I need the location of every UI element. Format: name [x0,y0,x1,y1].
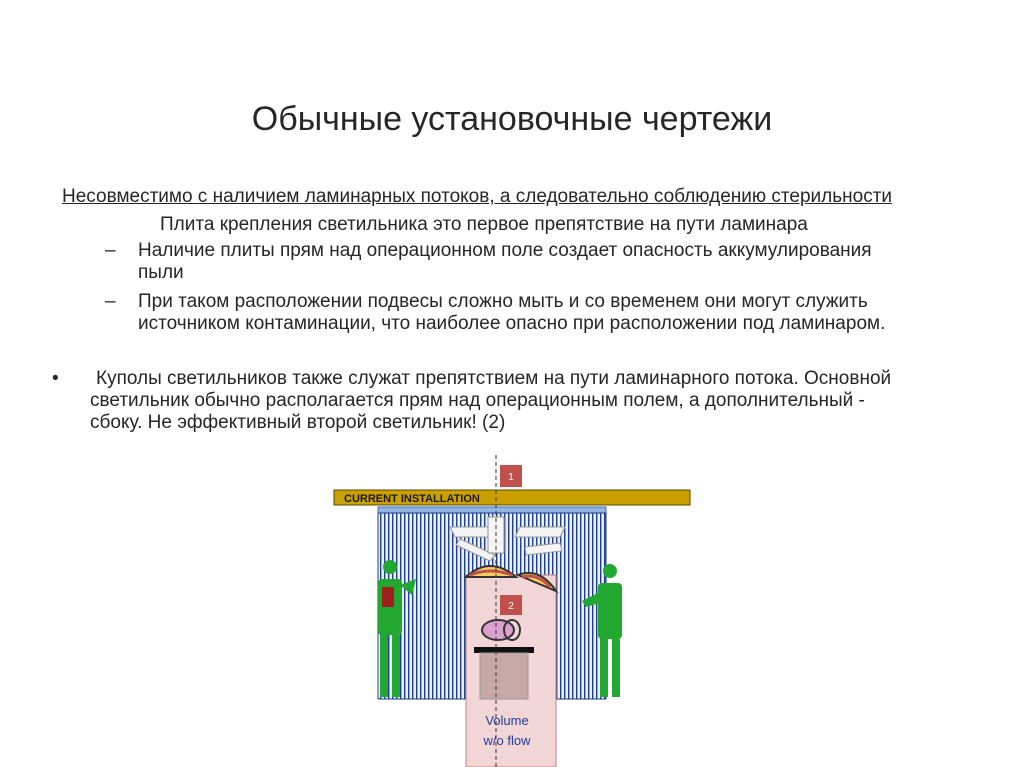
patient-head [482,620,514,640]
sub-item-line: источником контаминации, что наиболее опасно при расположении под ламинаром. [138,313,886,334]
bullet-line: светильник обычно располагается прям над операционным полем, а дополнительный - [90,390,865,411]
page-title: Обычные установочные чертежи [251,100,773,138]
sub-item-line: При таком расположении подвесы сложно мыть и со временем они могут служить [138,291,868,312]
sub-item-line: пыли [138,262,184,283]
bullet-marker: • [52,368,59,389]
installation-label: CURRENT INSTALLATION [344,493,480,505]
light-arm-right [515,527,565,537]
volume-label-line2: w/o flow [483,733,531,748]
point-text: Плита крепления светильника это первое препятствие на пути ламинара [160,214,808,235]
operating-table [474,647,534,653]
table-base [480,653,528,699]
sub-item-line: Наличие плиты прям над операционном поле создает опасность аккумулирования [138,240,872,261]
volume-label-line1: Volume [485,713,529,728]
dash-marker: – [105,291,116,312]
bullet-line: сбоку. Не эффективный второй светильник! (2) [90,412,506,433]
dash-marker: – [105,240,116,261]
subtitle: Несовместимо с наличием ламинарных потоков, а следовательно соблюдению стерильности [62,186,893,207]
bullet-line: Куполы светильников также служат препятствием на пути ламинарного потока. Основной [96,368,892,389]
ceiling-rail [378,507,606,513]
badge-2-label: 2 [508,601,514,612]
installation-diagram [320,455,710,767]
badge-1-label: 1 [508,472,514,483]
